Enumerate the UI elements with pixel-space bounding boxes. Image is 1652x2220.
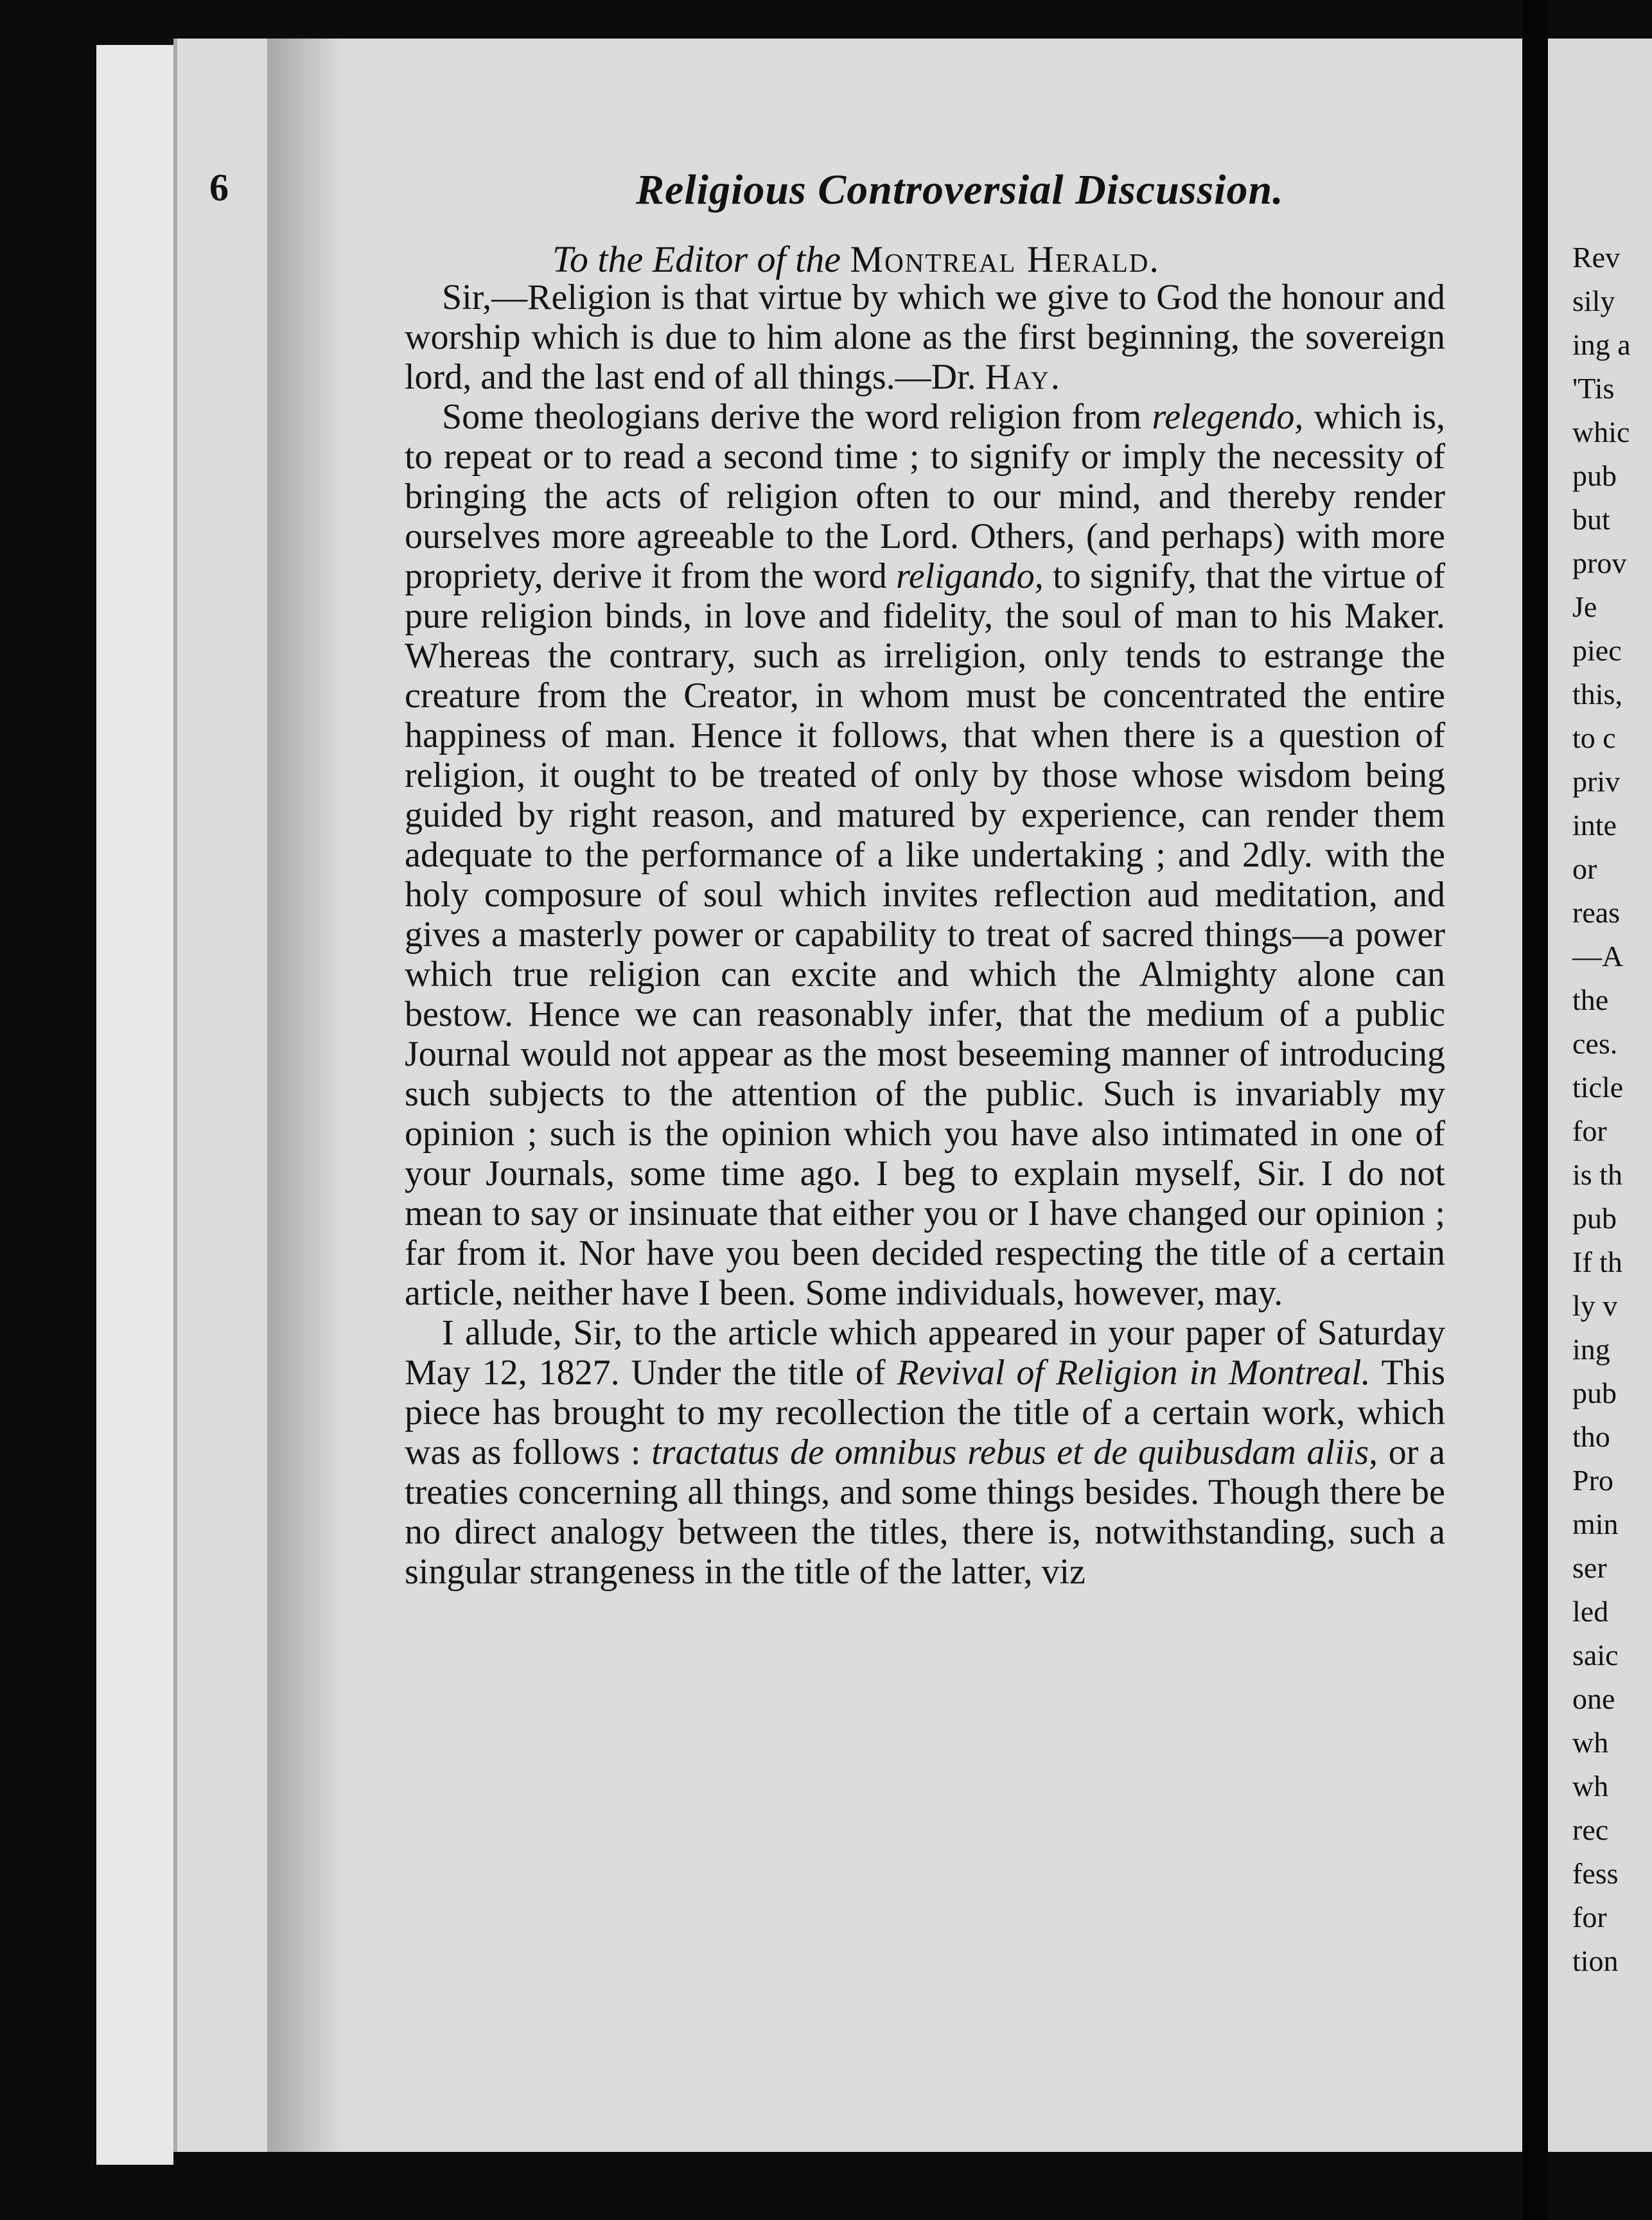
facing-page-line: or	[1572, 852, 1597, 885]
latin-term-relegendo: relegendo,	[1152, 397, 1304, 437]
paragraph-2-text-b: which is, to repeat or to read a second time ; to signify or imply the necessity of bringing the acts of religion often to our mind, and thereby render ourselves more agreeable to the Lord. Others, (and perhaps) with more propriety, derive it from the word	[405, 397, 1445, 596]
facing-page-line: for	[1572, 1114, 1607, 1147]
facing-page-line: ser	[1572, 1551, 1607, 1584]
latin-term-religando: religando,	[896, 556, 1044, 596]
facing-page-line: reas	[1572, 896, 1621, 929]
facing-page-line: this,	[1572, 678, 1622, 710]
facing-page-line: wh	[1572, 1770, 1609, 1802]
quoted-author: Hay.	[985, 357, 1062, 397]
facing-page-line: pub	[1572, 1202, 1617, 1235]
page-number: 6	[209, 166, 229, 209]
letter-heading	[552, 238, 1160, 281]
facing-page-line: tion	[1572, 1944, 1619, 1977]
paragraph-3-text-c: or a treaties concerning all things, and some things besides. Though there be no direct analogy between the titles, there is, notwithstanding, such a singular strangeness in the title of the latter, viz	[405, 1432, 1445, 1592]
facing-page-line: min	[1572, 1508, 1619, 1540]
running-head: Religious Controversial Discussion.	[636, 166, 1284, 213]
book-gutter	[1522, 0, 1548, 2220]
facing-page-line: wh	[1572, 1726, 1609, 1759]
newspaper-name: Montreal Herald.	[850, 238, 1160, 280]
paragraph-3-text-a: I allude, Sir, to the article which appeared in your paper of Saturday May 12, 1827. Under the title of	[405, 1313, 1445, 1393]
facing-page-line: one	[1572, 1682, 1615, 1715]
paragraph-2	[405, 397, 1445, 1313]
facing-page-line: Rev	[1572, 241, 1621, 274]
facing-page-line: Pro	[1572, 1464, 1613, 1497]
paragraph-2-text-c: to signify, that the virtue of pure religion binds, in love and fidelity, the soul of man to his Maker. Whereas the contrary, such as irreligion, only tends to estrange the creature from the Creator, in whom must be concentrated the entire happiness of man. Hence it follows, that when there is a question of religion, it ought to be treated of only by those whose wisdom being guided by right reason, and matured by experience, can render them adequate to the performance of a like undertaking ; and 2dly. with the holy composure of soul which invites reflection aud meditation, and gives a masterly power or capability to treat of sacred things—a power which true religion can excite and which the Almighty alone can bestow. Hence we can reasonably infer, that the medium of a public Journal would not appear as the most beseeming manner of introducing such subjects to the attention of the public. Such is invariably my opinion ; such is the opinion which you have also intimated in one of your Journals, some time ago. I beg to explain myself, Sir. I do not mean to say or insinuate that either you or I have changed our opinion ; far from it. Nor have you been decided respecting the title of a certain article, neither have I been. Some individuals, however, may.	[405, 556, 1446, 1313]
facing-page-line: priv	[1572, 765, 1621, 798]
letter-body	[405, 278, 1445, 1592]
facing-page-line: rec	[1572, 1813, 1609, 1846]
facing-page-line: for	[1572, 1901, 1607, 1934]
facing-page-line: saic	[1572, 1639, 1619, 1671]
paragraph-3	[405, 1313, 1445, 1592]
facing-page-line: whic	[1572, 416, 1630, 448]
facing-page-line: pub	[1572, 459, 1617, 492]
facing-page-line: inte	[1572, 809, 1617, 841]
facing-page-line: but	[1572, 503, 1610, 536]
facing-page-line: tho	[1572, 1420, 1610, 1453]
latin-work-title: tractatus de omnibus rebus et de quibusdam aliis,	[651, 1432, 1378, 1472]
paragraph-2-text-a: Some theologians derive the word religion from	[442, 397, 1152, 437]
facing-page-line: led	[1572, 1595, 1609, 1628]
facing-page-line: is th	[1572, 1158, 1622, 1191]
facing-page-line: fess	[1572, 1857, 1619, 1890]
facing-page-line: —A	[1572, 940, 1624, 973]
facing-page-line: to c	[1572, 721, 1616, 754]
facing-page-line: ing	[1572, 1333, 1610, 1366]
facing-page-line: 'Tis	[1572, 372, 1615, 405]
article-title: Revival of Religion in Montreal.	[897, 1353, 1371, 1393]
paragraph-3-text-b: This piece has brought to my recollection the title of a certain work, which was as follows :	[405, 1353, 1445, 1472]
facing-page-line: the	[1572, 983, 1609, 1016]
facing-page-line: If th	[1572, 1246, 1622, 1278]
heading-prefix: To the Editor of the	[552, 238, 841, 280]
paragraph-1-text: Religion is that virtue by which we give to God the honour and worship which is due to him alone as the first beginning, the sovereign lord, and the last end of all things.—Dr.	[405, 278, 1445, 397]
facing-page-line: piec	[1572, 634, 1622, 667]
facing-page-line: sily	[1572, 285, 1615, 317]
facing-page-line: Je	[1572, 590, 1597, 623]
facing-page-line: pub	[1572, 1377, 1617, 1409]
facing-page-line: ticle	[1572, 1071, 1624, 1104]
paragraph-1	[405, 278, 1445, 397]
facing-page-line: ly v	[1572, 1289, 1618, 1322]
left-page-edge	[96, 45, 173, 2165]
facing-page-line: prov	[1572, 547, 1627, 579]
facing-page-fragment	[1548, 39, 1652, 2152]
facing-page-line: ces.	[1572, 1027, 1618, 1060]
facing-page-line: ing a	[1572, 328, 1631, 361]
salutation: Sir,—	[442, 278, 528, 317]
page-curl-shadow	[267, 39, 344, 2152]
